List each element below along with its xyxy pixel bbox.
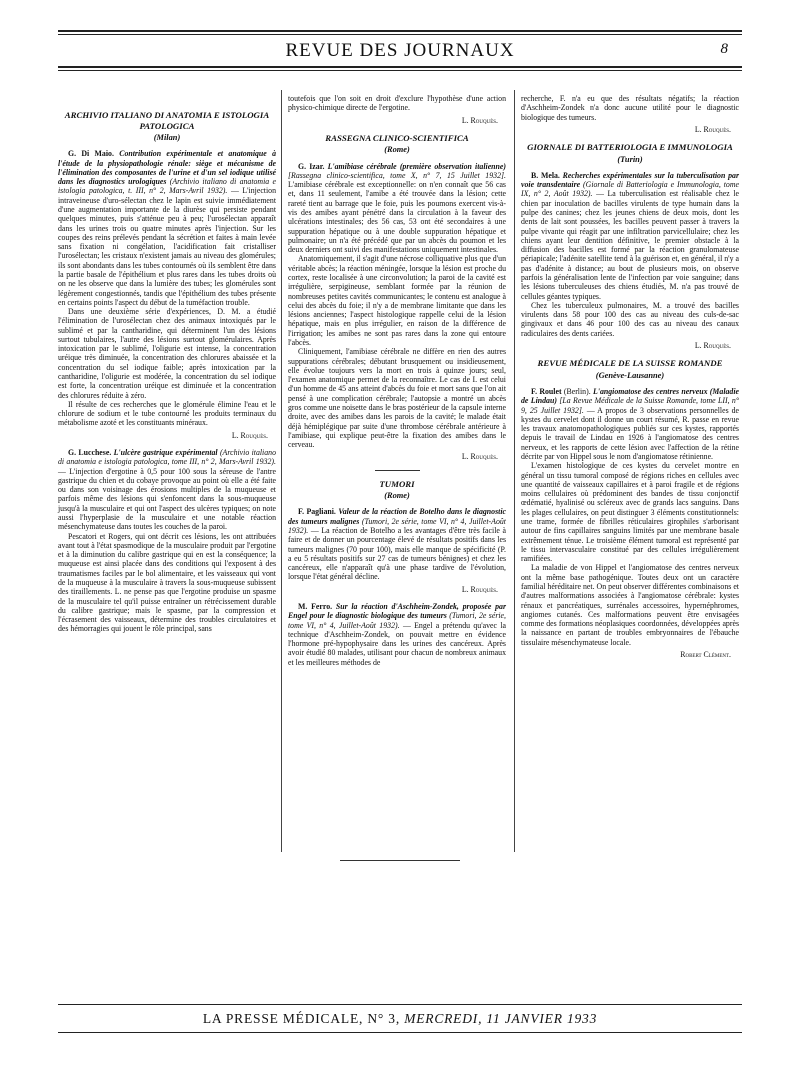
article-signature: L. Rouquès. bbox=[694, 124, 731, 134]
article-author: F. Pagliani. bbox=[298, 507, 336, 517]
article-author: F. Roulet bbox=[531, 387, 562, 397]
column-2 bbox=[288, 94, 506, 667]
article-title: Sur la réaction d'Aschheim-Zondek, proposée par Engel pour le diagnostic biologique des tumeurs bbox=[288, 601, 506, 621]
article-paragraph: Chez les tuberculeux pulmonaires, M. a trouvé des bacilles virulents dans 58 pour 100 des cas au niveau des culs-de-sac gingivaux et dans 46 pour 100 des cas au niveau des canaux radiculaires des dents cariées. bbox=[521, 300, 739, 338]
article-paragraph: Anatomiquement, il s'agit d'une nécrose colliquative plus que d'un véritable abcès; la réaction méningée, lorsque la lésion est proche du cortex, reste localisée à une circonvolution; la paroi de la cavité est irrégulière, serpigineuse, semblant formée par la réunion de nombreuses petites cavités communicantes; le contenu est analogue à celui des abcès du foie; il n'y a de membrane limitante que dans les lésions anciennes; l'aspect histologique rappelle celui de la lésion hépatique, mais en plus irrégulier, en raison de la différence de l'irrigation; les amibes ne sont pas rares dans la zone qui entoure l'abcès. bbox=[288, 254, 506, 347]
column-divider-1 bbox=[281, 90, 282, 852]
section-city-milan: (Milan) bbox=[153, 133, 181, 142]
article-title: L'ulcère gastrique expérimental bbox=[113, 448, 218, 457]
article-roulet bbox=[521, 387, 739, 461]
article-text: — L'injection intraveineuse d'uro-sélectan chez le lapin est suivie immédiatement d'une augmentation importante de la diurèse qui persiste pendant quelques minutes, puis s'atténue peu à peu; l'urosélectan apparaît dans les urines trois ou quatre minutes après l'injection. Sur les coupes des reins prélevés pendant la sécrétion et faites à main levée sans fixation ni congélation, l'acidification fait cristalliser l'urosélectan; les cristaux n'existent jamais au niveau des glomérules; ils sont abondants dans les tubes contournés où ils semblent être dans la partie basale de l'épithélium et plus rares dans les tubes droits où on ne les observe que dans la lumière des tubes; les glomérules sont légèrement congestionnés, tandis que l'épithélium des tubes présente en certains points l'aspect du début de la tuméfaction trouble. bbox=[58, 186, 276, 307]
article-signature: L. Rouquès. bbox=[694, 340, 731, 350]
header-rule-bottom bbox=[58, 66, 742, 68]
article-author: G. Di Maio. bbox=[68, 149, 114, 159]
column-1 bbox=[58, 102, 276, 634]
section-separator bbox=[375, 470, 420, 471]
article-title: Contribution expérimentale et anatomique à l'étude de la physiopathologie rénale: siège et mécanisme de l'élimination des composantes de l'urine et d'un sel iodique utilisé dans les diagnostics urologiques bbox=[58, 149, 276, 187]
article-paragraph: L'examen histologique de ces kystes du cervelet montre en général un tissu tumoral composé de régions riches en cellules avec une quantité de vaisseaux capillaires et à paroi fragile et de régions moins cellulaires où prédominent des bandes de tissu conjonctif œdématié, hyalinisé ou scléreux avec de grands lacs sanguins. Dans les plages cellulaires, on peut distinguer 3 éléments constitutionnels: une trame, formée de fibrilles réticulaires girophiles s'arborisant autour de fins capillaires sanguins limités par une membrane basale extrêmement ténue. Le troisième élément tumoral est représenté par le tissu intervasculaire constitué par des cellules irrégulièrement ramifiées. bbox=[521, 461, 739, 564]
article-paragraph: Pescatori et Rogers, qui ont décrit ces lésions, les ont attribuées avant tout à l'état spasmodique de la musculaire produit par l'ergotine et à la diminution du calibre gastrique qui en est la conséquence; la muqueuse est ainsi placée dans des conditions qui l'exposent à des traumatismes faciles par le bol alimentaire, et les vaisseaux qui vont de la muqueuse à la musculaire à travers la sous-muqueuse subissent des tiraillements. L. ne pense pas que l'ergotine produise un spasme de la musculaire tel qu'il puisse entraîner un rétrécissement durable du calibre gastrique; mais le spasme, par la compression et l'écrasement des vaisseaux, détermine des troubles circulatoires et des hémorragies qui jouent le rôle principal, sans bbox=[58, 531, 276, 634]
article-signature: L. Rouquès. bbox=[461, 584, 498, 594]
article-reference: (Giornale di Batteriologia e Immunologia, tome IX, n° 2, Août 1932). bbox=[521, 180, 739, 199]
article-izar bbox=[288, 162, 506, 255]
section-city-turin: (Turin) bbox=[617, 154, 643, 164]
page-number: 8 bbox=[720, 41, 728, 57]
article-reference: [Rassegna clinico-scientifica, tome X, n° 7, 15 Juillet 1932]. bbox=[288, 170, 506, 180]
footer-rule-top bbox=[58, 1004, 742, 1005]
article-reference: (Archivio italiano di anatomia e istologia patologica, tome III, n° 2, Mars-Avril 1932). bbox=[58, 448, 276, 467]
article-title: L'amibiase cérébrale (première observation italienne) bbox=[327, 161, 506, 171]
article-paragraph: Dans une deuxième série d'expériences, D. M. a étudié l'élimination de l'urosélectan chez des animaux intoxiqués par le sublimé et par la cantharidine, qui déterminent l'un des lésions surtout tubulaires, l'autre des lésions surtout glomérulaires. Après intoxication par le sublimé, l'oligurie est intense, la concentration uréique très diminuée, la concentration des chlorures abaissée et la concentration du sel iodique faible; après intoxication par la cantharidine, l'oligurie est modérée, la concentration du sel iodique est forte, la concentration uréique est diminuée et la concentration des chlorures réduite à zéro. bbox=[58, 307, 276, 400]
article-ferro bbox=[288, 602, 506, 667]
column-divider-2 bbox=[514, 90, 515, 852]
article-reference: [La Revue Médicale de la Suisse Romande, tome LII, n° 9, 25 Juillet 1932]. bbox=[521, 396, 739, 415]
section-city-geneve: (Genève-Lausanne) bbox=[595, 370, 665, 380]
section-title-giornale: GIORNALE DI BATTERIOLOGIA E IMMUNOLOGIA bbox=[527, 142, 733, 153]
article-signature: L. Rouquès. bbox=[461, 452, 498, 462]
article-reference: (Tumori, 2e série, tome VI, n° 4, Juillet-Août 1932). bbox=[288, 516, 506, 535]
article-title: Recherches expérimentales sur la tuberculisation par voie transdentaire bbox=[521, 170, 739, 190]
article-author: G. Izar. bbox=[298, 161, 325, 171]
article-author-place: (Berlin). bbox=[563, 387, 591, 397]
article-paragraph: Cliniquement, l'amibiase cérébrale ne diffère en rien des autres suppurations cérébrales; débutant brusquement ou insidieusement, elle évolue toujours vers la mort en trois à quinze jours; seul, l'examen anatomique permet de la reconnaître. Le cas de I. est celui d'un homme de 45 ans atteint d'abcès du foie et mort sans que l'on ait pensé à une complication cérébrale; l'autopsie a montré un abcès gros comme une noisette dans le bras postérieur de la capsule interne droite, avec des amibes dans les parois de la cavité; le malade était déjà hémiplégique par suite d'une thrombose cérébrale antérieure à l'amibiase, qui explique peut-être la fixation des amibes dans le cerveau. bbox=[288, 347, 506, 450]
footer-rule-bottom bbox=[58, 1032, 742, 1033]
article-title: L'angiomatose des centres nerveux (Maladie de Lindau) bbox=[521, 387, 740, 406]
article-reference: (Tumori, 2e série, tome VI, n° 4, Juillet-Août 1932). bbox=[288, 611, 506, 630]
footer-line bbox=[58, 1011, 742, 1027]
section-title-archivio: ARCHIVIO ITALIANO DI ANATOMIA E ISTOLOGIA PATOLOGICA bbox=[64, 110, 270, 131]
article-signature: L. Rouquès. bbox=[461, 115, 498, 125]
journal-section-title: REVUE DES JOURNAUX bbox=[285, 40, 515, 61]
footer-journal: LA PRESSE MÉDICALE, N° 3, bbox=[202, 1011, 400, 1026]
header-rule-bottom-thin bbox=[58, 70, 742, 71]
section-title-revue-suisse: REVUE MÉDICALE DE LA SUISSE ROMANDE bbox=[537, 358, 723, 369]
article-reference: (Archivio italiano di anatomia e istologia patologica, t. III, n° 2, Mars-Avril 1932). bbox=[58, 177, 276, 196]
continued-text: toutefois que l'on soit en droit d'exclure l'hypothèse d'une action physico-chimique directe de l'ergotine. bbox=[288, 94, 506, 113]
article-text: — La tuberculisation est réalisable chez le chien par inoculation de bacilles virulents de type humain dans la pulpe des canines; chez les jeunes chiens de deux mois, dont les dents de lait sont poussées, les bacilles peuvent passer à travers la pulpe vivante qui réagit par une infiltration parvicellulaire; chez les chiens ayant leur dentition définitive, le premier obstacle à la diffusion des bacilles est formé par la réaction granulomateuse périapicale; l'adénite satellite tend à la guérison et, en général, il n'y a pas d'adénite à distance; au bout de plusieurs mois, on observe parfois la généralisation lente de l'infection par voie sanguine; dans les lésions tuberculeuses des chiens étudiés, M. n'a pas trouvé de cellules géantes typiques. bbox=[521, 189, 739, 301]
article-pagliani bbox=[288, 507, 506, 581]
article-lucchese bbox=[58, 448, 276, 532]
article-text: — La réaction de Botelho a les avantages d'être très facile à faire et de donner un pourcentage élevé de résultats positifs dans les tumeurs malignes (70 pour 100), mais elle manque de spécificité (P. a eu 5 résultats positifs sur 27 cas de tumeurs bénignes) et chez les cancéreux, elle n'apparaît qu'à une phase tardive de l'évolution, lorsque l'état général décline. bbox=[288, 525, 506, 582]
header-rule-top-thin bbox=[58, 34, 742, 35]
article-signature: L. Rouquès. bbox=[231, 430, 268, 440]
article-mela bbox=[521, 171, 739, 301]
column-3 bbox=[521, 94, 739, 667]
article-text: — L'injection d'ergotine à 0,5 pour 100 sous la séreuse de l'antre gastrique du chien et du cobaye provoque au point où elle a été faite ou dans son voisinage des érosions multiples de la muqueuse et parfois même des lésions qui s'enfoncent dans la sous-muqueuse jusqu'à la musculaire et qui ont l'aspect des ulcères typiques; on note aussi l'hyperplasie de la musculaire et une notable réaction mésenchymateuse dans toutes les couches de la paroi. bbox=[58, 466, 276, 532]
article-author: G. Lucchese. bbox=[68, 448, 112, 457]
article-paragraph: La maladie de von Hippel et l'angiomatose des centres nerveux ont la même base pathogénique. Toutes deux ont un caractère familial héréditaire net. On peut observer différentes combinaisons et d'autres malformations associées à l'angiomatose cérébrale: kystes rénaux et pancréatiques, surrénales accessoires, hypernéphromes, angiomes cutanés. Ces malformations peuvent être envisagées comme des formations néoplasiques coordonnées, développées après la naissance en partant de troubles embryonnaires de l'ébauche tissulaire mésenchymateuse locale. bbox=[521, 563, 739, 647]
article-paragraph: Il résulte de ces recherches que le glomérule élimine l'eau et le chlorure de sodium et le tube contourné les produits terminaux du métabolisme azoté et les constituants minéraux. bbox=[58, 399, 276, 428]
header-rule-top bbox=[58, 30, 742, 32]
article-text: — Engel a prétendu qu'avec la technique d'Aschheim-Zondek, on pouvait mettre en évidence l'hormone pré-hypophysaire dans les urines des cancéreux. Après avoir étudié 80 malades, utilisant pour chacun de nombreux animaux et les meilleures méthodes de bbox=[288, 620, 507, 667]
section-title-tumori: TUMORI bbox=[379, 478, 415, 489]
article-title: Valeur de la réaction de Botelho dans le diagnostic des tumeurs malignes bbox=[288, 507, 506, 526]
section-title-rassegna: RASSEGNA CLINICO-SCIENTIFICA bbox=[325, 132, 469, 143]
article-author: M. Ferro. bbox=[298, 601, 333, 611]
footer-date: MERCREDI, 11 JANVIER 1933 bbox=[404, 1011, 598, 1026]
continued-text: recherche, F. n'a eu que des résultats négatifs; la réaction d'Aschheim-Zondek n'a donc aucune utilité pour le diagnostic biologique des tumeurs. bbox=[521, 94, 739, 122]
section-city-rome: (Rome) bbox=[384, 145, 410, 155]
section-city-rome: (Rome) bbox=[384, 491, 410, 501]
article-di-maio bbox=[58, 149, 276, 307]
article-text: — A propos de 3 observations personnelles de kystes du cervelet dont il donne un court résumé, R. passe en revue les travaux anatomopathologiques publiés sur ces kystes, rapportés depuis le travail de Lindau en 1926 à l'angiomatose des centres nerveux, et les rapports de cette lésion avec l'affection de la rétine décrite par von Hippel sous le nom d'angiomatose rétinienne. bbox=[521, 405, 739, 461]
article-signature: Robert Clément. bbox=[680, 649, 731, 659]
footer-separator bbox=[340, 860, 460, 861]
article-text: L'amibiase cérébrale est exceptionnelle: on n'en connaît que 56 cas et, dans 11 seulement, l'amibe a été trouvée dans la lésion; cette rareté tient au barrage que le foie, puis les poumons exercent vis-à-vis des amibes ayant pénétré dans la circulation à la faveur des ulcérations intestinales; des 56 cas, 53 ont été secondaires à une suppuration hépatique ou à une double suppuration hépatique et pulmonaire; un n'a été précédé que par un abcès du poumon et les deux derniers ont suivi des manifestations uniquement intestinales. bbox=[288, 180, 506, 255]
article-author: B. Mela. bbox=[531, 170, 560, 180]
